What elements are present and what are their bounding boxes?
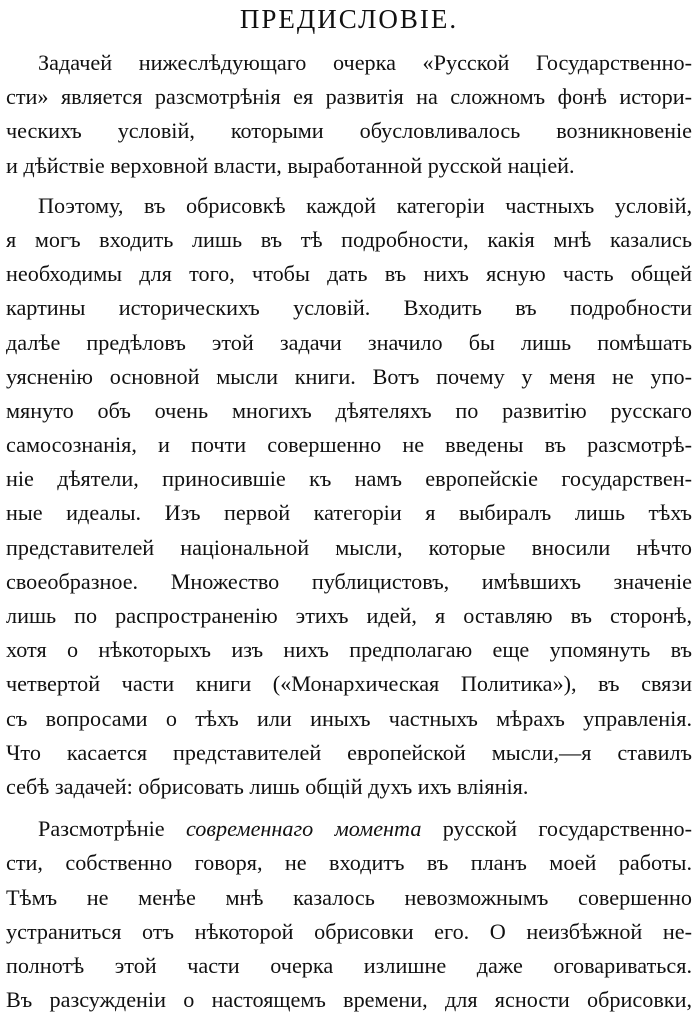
text-line: четвертой части книги («Монархическая Политика»), въ связи [6, 671, 692, 697]
text-line: съ вопросами о тѣхъ или иныхъ частныхъ мѣрахъ управленія. [6, 705, 692, 731]
text-line: лишь по распространенію этихъ идей, я оставляю въ сторонѣ, [6, 603, 692, 628]
document-page [6, 0, 692, 1013]
paragraph-1 [6, 46, 692, 183]
text-line: Задачей нижеслѣдующаго очерка «Русской Государственно- [38, 50, 692, 75]
text-line: мянуто объ очень многихъ дѣятеляхъ по развитію русскаго [6, 397, 692, 423]
text-line: своеобразное. Множество публицистовъ, имѣвшихъ значеніе [6, 568, 692, 594]
text-line: и дѣйствіе верховной власти, выработанной русской націей. [6, 152, 575, 178]
text-line: устраниться отъ нѣкоторой обрисовки его. О неизбѣжной не- [6, 918, 692, 944]
paragraph-3 [6, 812, 692, 1017]
text-line: ческихъ условій, которыми обусловливалось возникновеніе [6, 118, 692, 144]
page-title: ПРЕДИСЛОВІЕ. [239, 4, 459, 34]
text-line: я могъ входить лишь въ тѣ подробности, какія мнѣ казались [6, 226, 692, 252]
text-line: представителей національной мысли, которые вносили нѣчто [6, 534, 692, 560]
text-line: сти, собственно говоря, не входитъ въ планъ моей работы. [6, 850, 692, 876]
text-line: картины историческихъ условій. Входить въ подробности [6, 295, 692, 321]
text-line: уясненію основной мысли книги. Вотъ почему у меня не упо- [6, 363, 692, 389]
text-line: Поэтому, въ обрисовкѣ каждой категоріи частныхъ условій, [38, 192, 692, 218]
text-line: полнотѣ этой части очерка излишне даже оговариваться. [6, 952, 692, 978]
text-run: Разсмотрѣніе [38, 816, 165, 842]
text-line: далѣе предѣловъ этой задачи значило бы лишь помѣшать [6, 329, 692, 355]
text-line: ные идеалы. Изъ первой категоріи я выбиралъ лишь тѣхъ [6, 500, 692, 526]
text-line: себѣ задачей: обрисовать лишь общій духъ ихъ вліянія. [6, 773, 529, 799]
text-line: сти» является разсмотрѣнія ея развитія на сложномъ фонѣ истори- [6, 84, 692, 110]
text-line: Что касается представителей европейской мысли,—я ставилъ [6, 739, 692, 765]
text-line: ніе дѣятели, приносившіе къ намъ европейскіе государствен- [6, 466, 692, 492]
text-line: необходимы для того, чтобы дать въ нихъ ясную часть общей [6, 261, 692, 287]
paragraph-2 [6, 189, 692, 804]
text-line: Тѣмъ не менѣе мнѣ казалось невозможнымъ совершенно [6, 884, 692, 910]
text-line-with-italic [6, 812, 692, 846]
text-line: Въ разсужденіи о настоящемъ времени, для ясности обрисовки, [6, 987, 692, 1013]
italic-phrase: современнаго момента [186, 816, 422, 842]
text-run: русской государственно- [442, 816, 692, 842]
text-line: хотя о нѣкоторыхъ изъ нихъ предполагаю еще упомянуть въ [6, 637, 692, 663]
text-line: самосознанія, и почти совершенно не введены въ разсмотрѣ- [6, 432, 692, 458]
